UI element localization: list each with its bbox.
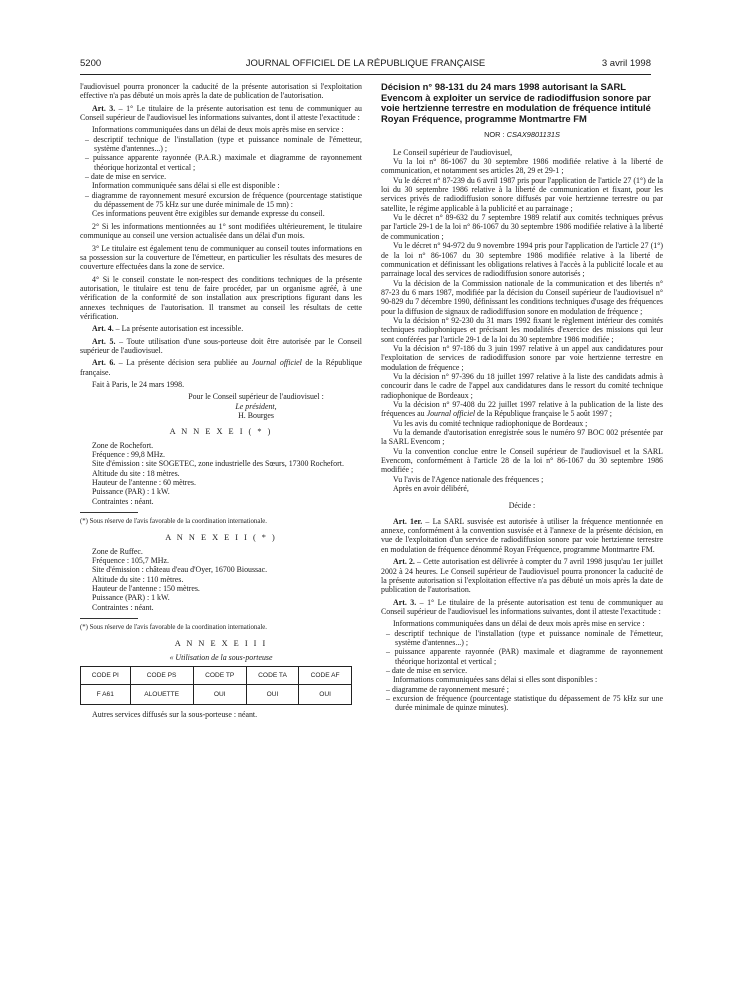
list-item: – puissance apparente rayonnée (P.A.R.) maximale et diagramme de rayonnement théorique horizontal et vertical ; [85, 153, 362, 172]
paragraph: 3° Le titulaire est également tenu de communiquer au conseil toutes informations en sa possession sur la couverture de l'émetteur, en particulier les résultats des mesures de couverture effectuées dans la zone de service. [80, 243, 362, 272]
visa: Vu la décision n° 97-396 du 18 juillet 1997 relative à la liste des candidats admis à concourir dans le cadre de l'appel aux candidatures dans le ressort du comité technique radiophonique de Bordeaux ; [381, 371, 663, 400]
visa: Vu la loi n° 86-1067 du 30 septembre 1986 modifiée relative à la liberté de communication, et notamment ses articles 28, 29 et 29-1 ; [381, 157, 663, 176]
annex-3-title: A N N E X E I I I [174, 639, 268, 649]
footnote-rule [80, 512, 138, 513]
annex-line: Fréquence : 99,8 MHz. [92, 450, 165, 460]
list-item: – date de mise en service. [85, 172, 167, 182]
journal-title: JOURNAL OFFICIEL DE LA RÉPUBLIQUE FRANÇAISE [245, 58, 486, 69]
table-header-cell: CODE TA [246, 667, 298, 685]
table-header-row [81, 667, 352, 685]
table-row [81, 685, 352, 705]
article-text: de la République française. [80, 358, 362, 377]
footnote: (*) Sous réserve de l'avis favorable de la coordination internationale. [80, 518, 267, 526]
footnote: (*) Sous réserve de l'avis favorable de la coordination internationale. [80, 624, 267, 632]
visa: Vu la demande d'autorisation enregistrée sous le numéro 97 BOC 002 présentée par la SARL Evencom ; [381, 428, 663, 447]
article-2 [381, 557, 663, 594]
visa: Le Conseil supérieur de l'audiovisuel, [393, 147, 513, 157]
list-item: – diagramme de rayonnement mesuré ; [386, 684, 509, 694]
paragraph: l'audiovisuel pourra prononcer la caducité de la présente autorisation si l'exploitation effective n'a pas débuté un mois après la date de publication de l'autorisation. [80, 82, 362, 101]
paragraph: Information communiquée sans délai si elle est disponible : [92, 181, 280, 191]
footnote-rule [80, 618, 138, 619]
paragraph: Informations communiquées dans un délai de deux mois après mise en service : [393, 619, 645, 629]
list-item: – descriptif technique de l'installation (type et puissance nominale de l'émetteur, système d'antennes...) ; [386, 628, 663, 647]
page-number: 5200 [80, 58, 102, 69]
visa: Vu le décret n° 89-632 du 7 septembre 1989 relatif aux comités techniques prévus par l'article 29-1 de la loi n° 86-1067 du 30 septembre 1986 modifiée relative à la liberté de communication ; [381, 213, 663, 241]
annex-line: Contraintes : néant. [92, 602, 154, 612]
article-1 [381, 517, 663, 554]
article-3 [381, 598, 663, 617]
visa [381, 400, 663, 419]
signature-title: Le président, [235, 401, 277, 411]
header-rule [80, 74, 651, 75]
paragraph: Ces informations peuvent être exigibles sur demande expresse du conseil. [92, 209, 325, 219]
nor-value: CSAX9801131S [506, 130, 560, 140]
article-label: Art. 2. [393, 557, 415, 567]
list-item: – date de mise en service. [386, 665, 468, 675]
annex-line: Zone de Rochefort. [92, 440, 154, 450]
annex-line: Puissance (PAR) : 1 kW. [92, 487, 170, 497]
visa: Vu la décision n° 97-186 du 3 juin 1997 relative à un appel aux candidatures pour l'exploitation de services de radiodiffusion sonore par voie hertzienne terrestre en modulation de fréquence ; [381, 343, 663, 372]
visa: Après en avoir délibéré, [393, 484, 469, 494]
article-text: – Toute utilisation d'une sous-porteuse doit être autorisée par le Conseil supérieur de l'audiovisuel. [80, 336, 363, 355]
article-label: Art. 1er. [393, 516, 423, 526]
article-label: Art. 5. [92, 336, 116, 346]
signature-date: Fait à Paris, le 24 mars 1998. [92, 379, 185, 389]
annex-line: Hauteur de l'antenne : 150 mètres. [92, 584, 200, 594]
article-5 [80, 337, 362, 356]
table-header-cell: CODE AF [299, 667, 352, 685]
annex-line: Hauteur de l'antenne : 60 mètres. [92, 478, 196, 488]
table-cell: ALOUETTE [130, 685, 193, 705]
annex-line: Site d'émission : château d'eau d'Oyer, 16700 Bioussac. [92, 565, 268, 575]
article-label: Art. 6. [92, 358, 116, 368]
article-text: – La SARL susvisée est autorisée à utiliser la fréquence mentionnée en annexe, conformément à la convention susvisée et à l'annexe de la présente décision, en vue de l'exploitation d'un service de radiodiffusion sonore par voie hertzienne terrestre en modulation de fréquence dénommé Royan Fréquence, programme Montmartre FM. [381, 516, 663, 554]
table-header-cell: CODE PS [130, 667, 193, 685]
subcarrier-code-table [80, 666, 352, 705]
visa: Vu l'avis de l'Agence nationale des fréquences ; [393, 474, 544, 484]
table-cell: F A61 [81, 685, 131, 705]
page-header [80, 58, 651, 72]
article-4 [80, 324, 362, 333]
list-item: – descriptif technique de l'installation (type et puissance nominale de l'émetteur, système d'antennes...) ; [85, 134, 362, 154]
annex-line: Altitude du site : 110 mètres. [92, 574, 184, 584]
article-label: Art. 3. [393, 597, 417, 607]
annex-line: Fréquence : 105,7 MHz. [92, 556, 169, 566]
journal-name: Journal officiel [426, 409, 476, 419]
visa: Vu le décret n° 94-972 du 9 novembre 1994 pris pour l'application de l'article 27 (1°) de la loi n° 86-1067 du 30 septembre 1986 modifiée relative à la liberté de communication et définissant les obligations relatives à l'accès à la publicité locale et au parrainage local des services de radiodiffusion sonore autorisés ; [381, 241, 663, 279]
annex-line: Zone de Ruffec. [92, 546, 143, 556]
visa: Vu la décision n° 92-230 du 31 mars 1992 fixant le règlement intérieur des comités techniques radiophoniques et précisant les modalités d'exercice des missions qui leur sont conférées par l'article 29-1 de la loi du 30 septembre 1986 modifiée ; [381, 315, 663, 344]
paragraph: 4° Si le conseil constate le non-respect des conditions techniques de la présente autorisation, le titulaire est tenu de faire procéder, par un organisme agréé, à une vérification de la conformité de son installation aux prescriptions figurant dans les annexes techniques de l'autorisation. Il transmet au conseil les résultats de cette vérification. [80, 274, 362, 321]
visa: Vu la convention conclue entre le Conseil supérieur de l'audiovisuel et la SARL Evencom, conformément à l'article 28 de la loi n° 86-1067 du 30 septembre 1986 modifiée ; [381, 446, 663, 475]
signature-name: H. Bourges [238, 411, 274, 420]
article-text: – Cette autorisation est délivrée à compter du 7 avril 1998 jusqu'au 1er juillet 2002 à 24 heures. Le Conseil supérieur de l'audiovisuel pourra prononcer la caducité de la présente autorisation si l'exploitation effective n'a pas débuté un mois après la date de publication de l'autorisation. [381, 557, 663, 595]
annex-2-title: A N N E X E I I ( * ) [165, 533, 277, 543]
right-column [381, 82, 663, 713]
annex-line: Altitude du site : 18 mètres. [92, 468, 180, 478]
annex-line: Site d'émission : site SOGETEC, zone industrielle des Sœurs, 17300 Rochefort. [92, 459, 344, 469]
journal-name: Journal officiel [251, 358, 302, 368]
table-header-cell: CODE TP [193, 667, 246, 685]
paragraph: 2° Si les informations mentionnées au 1° sont modifiées ultérieurement, le titulaire communique au conseil une version actualisée dans un délai d'un mois. [80, 221, 362, 241]
list-item: – excursion de fréquence (pourcentage statistique du dépassement de 75 kHz sur une durée minimale de quinze minutes). [386, 693, 663, 713]
left-column [80, 82, 362, 719]
list-item: – puissance apparente rayonnée (PAR) maximale et diagramme de rayonnement théorique horizontal et vertical ; [386, 647, 663, 666]
annex-line: Contraintes : néant. [92, 496, 154, 506]
paragraph: Autres services diffusés sur la sous-porteuse : néant. [92, 710, 258, 720]
visa: Vu la décision de la Commission nationale de la communication et des libertés n° 87-23 du 6 mars 1987, modifiée par la décision du Conseil supérieur de l'audiovisuel n° 90-829 du 7 décembre 1990, définissant les conditions techniques d'usage des fréquences pour la diffusion de signaux de radiodiffusion sonore en modulation de fréquence ; [381, 278, 663, 316]
visa-text: de la République française le 5 août 1997 ; [475, 409, 612, 419]
article-label: Art. 3. [92, 103, 116, 113]
visa-text: Vu la décision n° 97-408 du 22 juillet 1997 relative à la publication de la liste des fréquences au [381, 400, 663, 419]
table-cell: OUI [193, 685, 246, 705]
article-text: – La présente décision sera publiée au [115, 358, 252, 368]
article-text: – 1° Le titulaire de la présente autorisation est tenu de communiquer au Conseil supérieur de l'audiovisuel les informations suivantes, dont il atteste l'exactitude : [381, 597, 663, 616]
table-header-cell: CODE PI [81, 667, 131, 685]
decision-title: Décision n° 98-131 du 24 mars 1998 autorisant la SARL Evencom à exploiter un service de radiodiffusion sonore par voie hertzienne terrestre en modulation de fréquence intitulé Royan Fréquence, programme Montmartre FM [381, 81, 651, 124]
paragraph: Informations communiquées dans un délai de deux mois après mise en service : [92, 125, 344, 135]
decide-heading: Décide : [508, 501, 536, 511]
table-cell: OUI [299, 685, 352, 705]
article-6 [80, 358, 362, 377]
article-3 [80, 104, 362, 123]
nor-reference [381, 130, 663, 139]
visa: Vu le décret n° 87-239 du 6 avril 1987 pris pour l'application de l'article 27 (1°) de la loi du 30 septembre 1986 relative à la liberté de communication et fixant, pour les services privés de radiodiffusion sonore diffusés par voie hertzienne terrestre ou par satellite, le régime applicable à la publicité et au parrainage ; [381, 175, 663, 213]
visa: Vu les avis du comité technique radiophonique de Bordeaux ; [393, 418, 588, 428]
annex-line: Puissance (PAR) : 1 kW. [92, 593, 170, 603]
article-text: – 1° Le titulaire de la présente autorisation est tenu de communiquer au Conseil supérieur de l'audiovisuel les informations suivantes, dont il atteste l'exactitude : [80, 103, 362, 123]
article-label: Art. 4. [92, 324, 114, 334]
publication-date: 3 avril 1998 [601, 58, 651, 69]
annex-3-subtitle: « Utilisation de la sous-porteuse [169, 652, 273, 662]
article-text: – La présente autorisation est incessible. [113, 324, 244, 334]
list-item: – diagramme de rayonnement mesuré excursion de fréquence (pourcentage statistique du dépassement de 75 kHz sur une durée minimale de 15 mn) : [85, 190, 362, 210]
paragraph: Informations communiquées sans délai si elles sont disponibles : [393, 675, 598, 685]
annex-1-title: A N N E X E I ( * ) [169, 427, 273, 437]
table-cell: OUI [246, 685, 298, 705]
signature-line: Pour le Conseil supérieur de l'audiovisuel : [188, 392, 324, 402]
nor-label: NOR : [484, 130, 507, 140]
